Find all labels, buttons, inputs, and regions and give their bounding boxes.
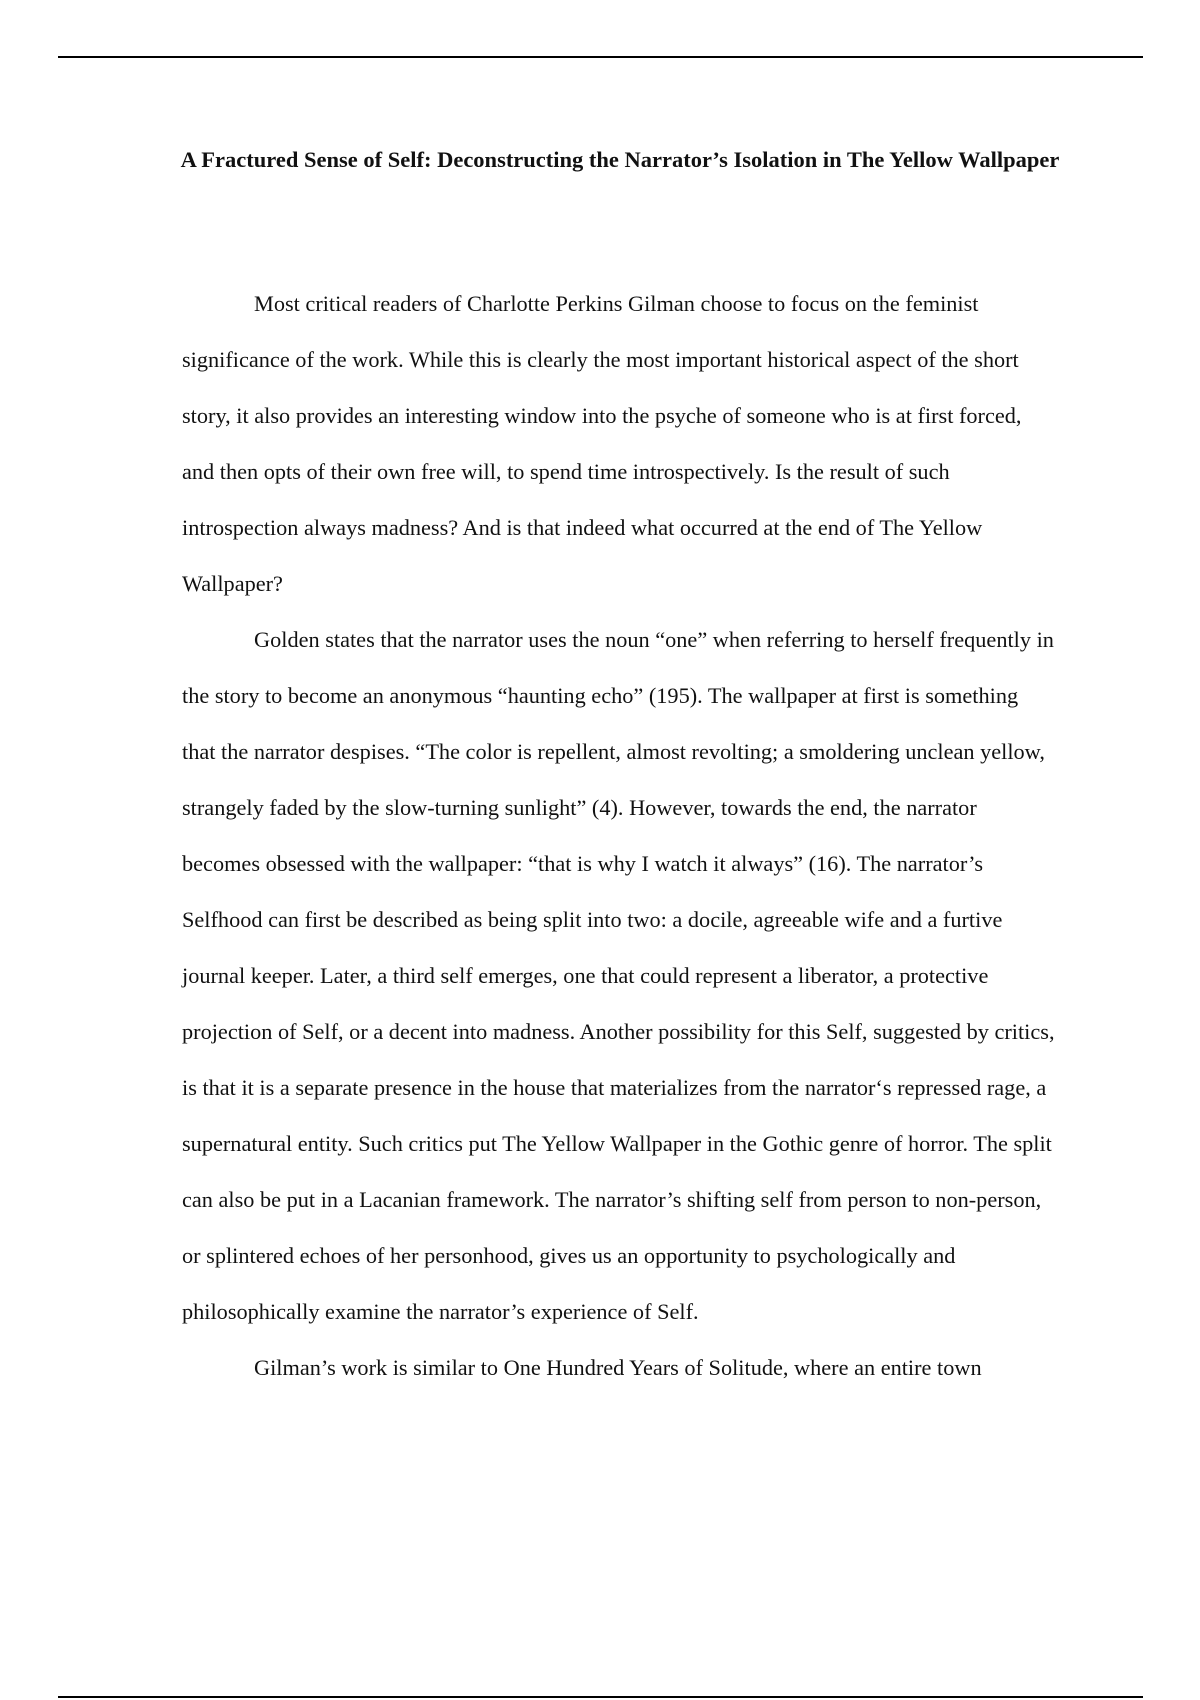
document-body bbox=[182, 276, 1056, 1396]
paragraph-1: Most critical readers of Charlotte Perkins Gilman choose to focus on the feminist significance of the work. While this is clearly the most important historical aspect of the short story, it also provides an interesting window into the psyche of someone who is at first forced, and then opts of their own free will, to spend time introspectively. Is the result of such introspection always madness? And is that indeed what occurred at the end of The Yellow Wallpaper? bbox=[182, 291, 1022, 596]
paragraph-3: Gilman’s work is similar to One Hundred Years of Solitude, where an entire town bbox=[254, 1355, 982, 1380]
header-rule bbox=[58, 56, 1143, 58]
footer-rule bbox=[58, 1696, 1143, 1698]
paragraph-2: Golden states that the narrator uses the noun “one” when referring to herself frequently in the story to become an anonymous “haunting echo” (195). The wallpaper at first is something that the narrator despises. “The color is repellent, almost revolting; a smoldering unclean yellow, strangely faded by the slow-turning sunlight” (4). However, towards the end, the narrator becomes obsessed with the wallpaper: “that is why I watch it always” (16). The narrator’s Selfhood can first be described as being split into two: a docile, agreeable wife and a furtive journal keeper. Later, a third self emerges, one that could represent a liberator, a protective projection of Self, or a decent into madness. Another possibility for this Self, suggested by critics, is that it is a separate presence in the house that materializes from the narrator‘s repressed rage, a supernatural entity. Such critics put The Yellow Wallpaper in the Gothic genre of horror. The split can also be put in a Lacanian framework. The narrator’s shifting self from person to non-person, or splintered echoes of her personhood, gives us an opportunity to psychologically and philosophically examine the narrator’s experience of Self. bbox=[182, 627, 1055, 1324]
document-title: A Fractured Sense of Self: Deconstructing the Narrator’s Isolation in The Yellow Wallpaper bbox=[180, 147, 1060, 172]
